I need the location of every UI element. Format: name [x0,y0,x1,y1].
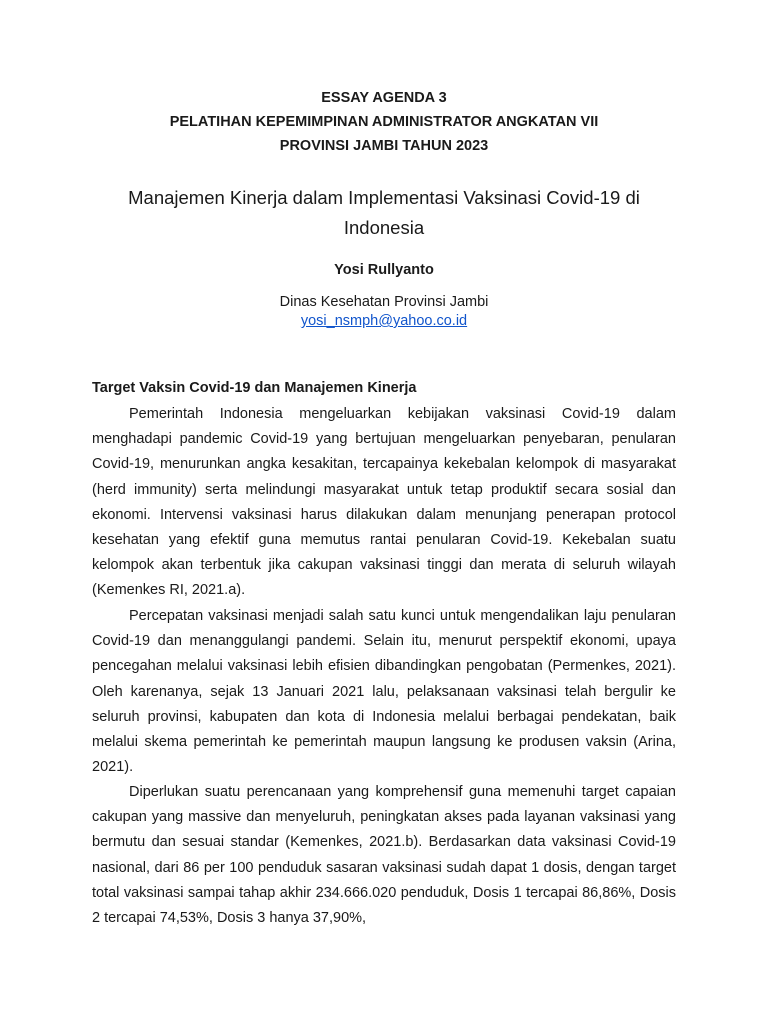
province-year-heading: PROVINSI JAMBI TAHUN 2023 [279,138,489,154]
essay-agenda-heading: ESSAY AGENDA 3 [321,90,447,106]
author-email-link[interactable]: yosi_nsmph@yahoo.co.id [300,313,468,329]
paragraph-2: Percepatan vaksinasi menjadi salah satu kunci untuk mengendalikan laju penularan Covid-19 dan menanggulangi pandemi. Selain itu, menurut perspektif ekonomi, upaya pencegahan melalui vaksinasi lebih efisien dibandingkan pengobatan (Permenkes, 2021). Oleh karenanya, sejak 13 Januari 2021 lalu, pelaksanaan vaksinasi telah bergulir ke seluruh provinsi, kabupaten dan kota di Indonesia melalui berbagai pendekatan, baik melalui skema pemerintah ke pemerintah maupun langsung ke produsen vaksin (Arina, 2021). [92,608,676,776]
training-program-heading: PELATIHAN KEPEMIMPINAN ADMINISTRATOR ANGKATAN VII [169,114,599,130]
section-heading: Target Vaksin Covid-19 dan Manajemen Kinerja [92,380,417,396]
author-affiliation: Dinas Kesehatan Provinsi Jambi [279,294,489,310]
paragraph-1: Pemerintah Indonesia mengeluarkan kebijakan vaksinasi Covid-19 dalam menghadapi pandemic Covid-19 yang bertujuan mengeluarkan penyebaran, penularan Covid-19, menurunkan angka kesakitan, tercapainya kekebalan kelompok di masyarakat (herd immunity) serta melindungi masyarakat untuk tetap produktif secara sosial dan ekonomi. Intervensi vaksinasi harus dilakukan dalam menunjang penerapan protocol kesehatan yang efektif guna memutus rantai penularan Covid-19. Kekebalan suatu kelompok akan terbentuk jika cakupan vaksinasi tinggi dan merata di seluruh wilayah (Kemenkes RI, 2021.a). [92,406,676,599]
author-name: Yosi Rullyanto [334,262,434,278]
author-email-line [92,311,676,331]
document-title: Manajemen Kinerja dalam Implementasi Vaksinasi Covid-19 di Indonesia [128,187,640,238]
paragraph-3: Diperlukan suatu perencanaan yang komprehensif guna memenuhi target capaian cakupan yang massive dan menyeluruh, peningkatan akses pada layanan vaksinasi yang bermutu dan sesuai standar (Kemenkes, 2021.b). Berdasarkan data vaksinasi Covid-19 nasional, dari 86 per 100 penduduk sasaran vaksinasi sudah dapat 1 dosis, dengan target total vaksinasi sampai tahap akhir 234.666.020 penduduk, Dosis 1 tercapai 86,86%, Dosis 2 tercapai 74,53%, Dosis 3 hanya 37,90%, [92,784,676,927]
